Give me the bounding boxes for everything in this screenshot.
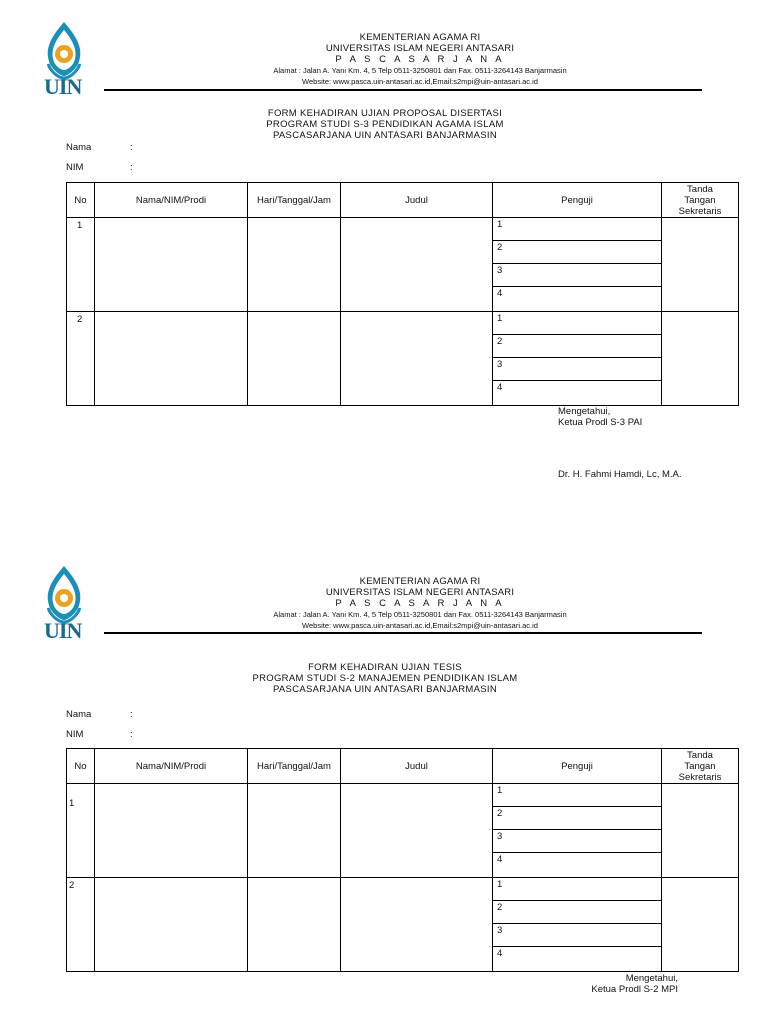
penguji-cell [493, 878, 662, 972]
approval-label: Mengetahui, [625, 973, 678, 984]
examiner-line[interactable]: 1 [493, 878, 661, 901]
row-number: 1 [67, 784, 95, 878]
logo-text: UIN [44, 618, 82, 643]
approval-label: Mengetahui, [558, 406, 611, 417]
judul-cell[interactable] [341, 784, 493, 878]
website: Website: www.pasca.uin-antasari.ac.id,Email:s2mpi@uin-antasari.ac.id [302, 77, 538, 86]
penguji-cell [493, 784, 662, 878]
col-judul: Judul [341, 183, 493, 218]
examiner-line[interactable]: 2 [493, 807, 661, 830]
logo-text: UIN [44, 74, 82, 99]
approval-title: Ketua Prodl S-2 MPI [591, 984, 678, 995]
judul-cell[interactable] [341, 218, 493, 312]
nama-cell[interactable] [95, 878, 248, 972]
address: Alamat : Jalan A. Yani Km. 4, 5 Telp 0511-3250801 dan Fax. 0511-3264143 Banjarmasin [273, 610, 567, 619]
form-title-line1: FORM KEHADIRAN UJIAN TESIS [308, 662, 462, 673]
col-no: No [67, 749, 95, 784]
judul-cell[interactable] [341, 878, 493, 972]
nim-label: NIM [66, 729, 84, 740]
examiner-line[interactable]: 4 [497, 382, 503, 393]
hari-cell[interactable] [248, 218, 341, 312]
examiner-line[interactable]: 2 [493, 901, 661, 924]
examiner-line[interactable]: 1 [493, 312, 661, 335]
nim-field[interactable] [66, 729, 133, 740]
approval-block [558, 406, 642, 428]
examiner-line[interactable]: 1 [493, 218, 661, 241]
letterhead [200, 576, 640, 631]
judul-cell[interactable] [341, 312, 493, 406]
hari-cell[interactable] [248, 878, 341, 972]
table-header-row [67, 749, 739, 784]
nama-label: Nama [66, 709, 92, 720]
table-header-row [67, 183, 739, 218]
examiner-line[interactable]: 3 [493, 924, 661, 947]
nim-field[interactable] [66, 162, 133, 173]
hari-cell[interactable] [248, 784, 341, 878]
attendance-table [66, 748, 739, 972]
signer-name: Dr. H. Fahmi Hamdi, Lc, M.A. [558, 469, 682, 480]
hari-cell[interactable] [248, 312, 341, 406]
form-title [180, 108, 590, 141]
col-no: No [67, 183, 95, 218]
examiner-line[interactable]: 1 [493, 784, 661, 807]
row-number: 1 [67, 218, 95, 312]
approval-title: Ketua Prodl S-3 PAI [558, 417, 643, 428]
nama-field[interactable] [66, 709, 133, 720]
col-judul: Judul [341, 749, 493, 784]
signature-cell[interactable] [662, 218, 739, 312]
col-penguji: Penguji [493, 749, 662, 784]
row-number: 2 [67, 312, 95, 406]
faculty-name: P A S C A S A R J A N A [335, 598, 505, 609]
faculty-name: P A S C A S A R J A N A [335, 54, 505, 65]
letterhead [200, 32, 640, 87]
ministry-name: KEMENTERIAN AGAMA RI [359, 576, 481, 587]
examiner-line[interactable]: 4 [497, 948, 503, 959]
address: Alamat : Jalan A. Yani Km. 4, 5 Telp 0511-3250801 dan Fax. 0511-3264143 Banjarmasin [273, 66, 567, 75]
examiner-line[interactable]: 2 [493, 241, 661, 264]
colon: : [130, 142, 133, 153]
col-penguji: Penguji [493, 183, 662, 218]
form-title-line3: PASCASARJANA UIN ANTASARI BANJARMASIN [272, 684, 498, 695]
nama-cell[interactable] [95, 312, 248, 406]
ministry-name: KEMENTERIAN AGAMA RI [359, 32, 481, 43]
examiner-line[interactable]: 3 [493, 830, 661, 853]
form-title-line2: PROGRAM STUDI S-3 PENDIDIKAN AGAMA ISLAM [266, 119, 504, 130]
signature-cell[interactable] [662, 784, 739, 878]
col-tanda-tangan: Tanda Tangan Sekretaris [662, 183, 739, 218]
examiner-line[interactable]: 3 [493, 358, 661, 381]
form-title-line3: PASCASARJANA UIN ANTASARI BANJARMASIN [272, 130, 498, 141]
table-row [67, 218, 739, 312]
form-title-line1: FORM KEHADIRAN UJIAN PROPOSAL DISERTASI [267, 108, 503, 119]
col-nama: Nama/NIM/Prodi [95, 749, 248, 784]
header-rule [104, 632, 702, 634]
attendance-table [66, 182, 739, 406]
col-hari: Hari/Tanggal/Jam [248, 749, 341, 784]
col-hari: Hari/Tanggal/Jam [248, 183, 341, 218]
nama-cell[interactable] [95, 784, 248, 878]
examiner-line[interactable]: 3 [493, 264, 661, 287]
examiner-line[interactable]: 4 [497, 854, 503, 865]
website: Website: www.pasca.uin-antasari.ac.id,Email:s2mpi@uin-antasari.ac.id [302, 621, 538, 630]
nama-cell[interactable] [95, 218, 248, 312]
table-row [67, 312, 739, 406]
penguji-cell [493, 312, 662, 406]
form-title [180, 662, 590, 695]
nama-label: Nama [66, 142, 92, 153]
penguji-cell [493, 218, 662, 312]
header-rule [104, 89, 702, 91]
colon: : [130, 162, 133, 173]
col-nama: Nama/NIM/Prodi [95, 183, 248, 218]
examiner-line[interactable]: 2 [493, 335, 661, 358]
colon: : [130, 729, 133, 740]
form-title-line2: PROGRAM STUDI S-2 MANAJEMEN PENDIDIKAN ISLAM [252, 673, 518, 684]
row-number: 2 [67, 878, 95, 972]
approval-block [585, 973, 678, 995]
signature-cell[interactable] [662, 878, 739, 972]
nama-field[interactable] [66, 142, 133, 153]
colon: : [130, 709, 133, 720]
signature-cell[interactable] [662, 312, 739, 406]
university-name: UNIVERSITAS ISLAM NEGERI ANTASARI [325, 43, 515, 54]
table-row [67, 878, 739, 972]
table-row [67, 784, 739, 878]
col-tanda-tangan: Tanda Tangan Sekretaris [662, 749, 739, 784]
university-name: UNIVERSITAS ISLAM NEGERI ANTASARI [325, 587, 515, 598]
examiner-line[interactable]: 4 [497, 288, 503, 299]
nim-label: NIM [66, 162, 84, 173]
